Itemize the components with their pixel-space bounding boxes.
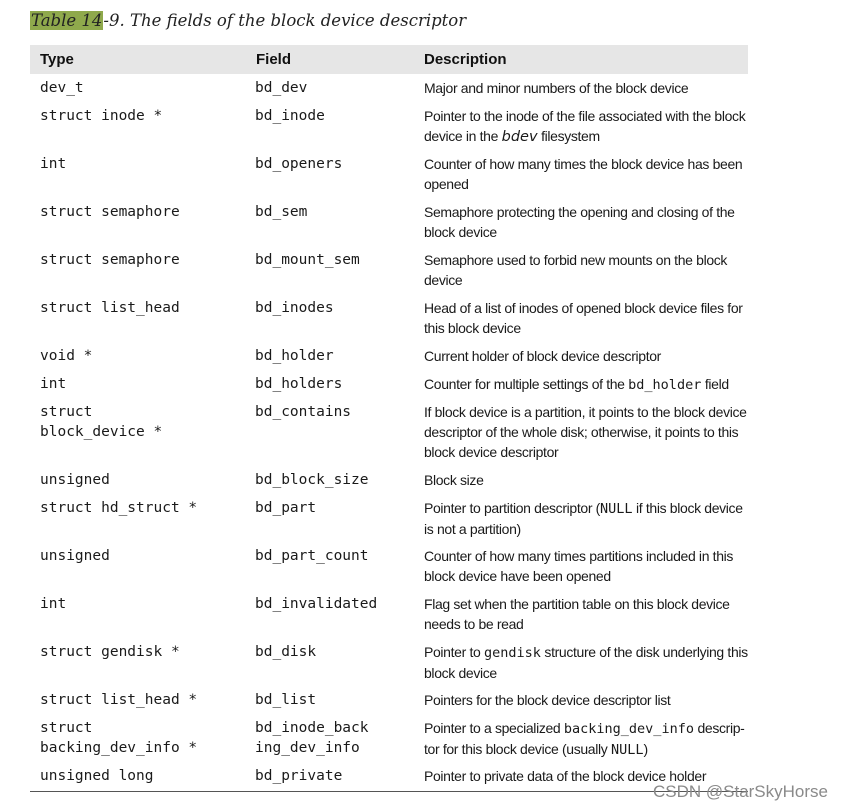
cell-type: unsigned (40, 548, 110, 564)
caption-highlight: Table 14 (31, 11, 103, 30)
description-line: Semaphore protecting the opening and closing of the (424, 204, 735, 220)
description-line: Pointer to a specialized backing_dev_info descrip- (424, 720, 745, 737)
cell-description (424, 402, 754, 462)
cell-type: int (40, 376, 67, 392)
cell-field: bd_inodes (255, 300, 334, 316)
cell-description (424, 298, 754, 338)
cell-field: bd_private (255, 768, 343, 784)
description-line: Counter of how many times the block device has been (424, 156, 743, 172)
cell-description (424, 78, 754, 98)
cell-type: unsigned long (40, 768, 154, 784)
cell-description (424, 594, 754, 634)
inline-code: NULL (610, 742, 644, 758)
cell-type: struct semaphore (40, 252, 180, 268)
cell-type: dev_t (40, 80, 84, 96)
cell-field: bd_inode (255, 108, 325, 124)
description-line: block device (424, 665, 497, 681)
description-line: this block device (424, 320, 521, 336)
cell-description (424, 642, 754, 683)
inline-code: bd_holder (628, 377, 702, 393)
cell-field: bd_list (255, 692, 317, 708)
cell-description (424, 690, 754, 710)
cell-description (424, 546, 754, 586)
description-line: Counter for multiple settings of the bd_holder field (424, 376, 729, 393)
cell-description (424, 470, 754, 490)
cell-type: void * (40, 348, 93, 364)
inline-code: NULL (599, 501, 633, 517)
cell-field: bd_block_size (255, 472, 369, 488)
description-line: Pointer to the inode of the file associated with the block (424, 108, 746, 124)
cell-type: struct inode * (40, 108, 163, 124)
cell-type: struct list_head * (40, 692, 198, 708)
column-header-type: Type (40, 51, 74, 68)
description-line: Head of a list of inodes of opened block device files for (424, 300, 743, 316)
cell-field: bd_openers (255, 156, 343, 172)
description-line: Semaphore used to forbid new mounts on the block (424, 252, 728, 268)
cell-description (424, 154, 754, 194)
description-line: Counter of how many times partitions included in this (424, 548, 734, 564)
cell-field: bd_contains (255, 404, 352, 420)
description-line: Pointer to gendisk structure of the disk underlying this (424, 644, 748, 661)
cell-type: struct block_device * (40, 404, 163, 440)
cell-field: bd_disk (255, 644, 317, 660)
table-header (30, 45, 748, 74)
cell-field: bd_holder (255, 348, 334, 364)
table-bottom-rule (30, 791, 748, 792)
description-line: tor for this block device (usually NULL) (424, 741, 648, 758)
description-line: Pointers for the block device descriptor list (424, 692, 671, 708)
description-line: block device (424, 224, 497, 240)
cell-field: bd_holders (255, 376, 343, 392)
cell-field: bd_part_count (255, 548, 369, 564)
description-line: Pointer to private data of the block device holder (424, 768, 707, 784)
cell-field: bd_mount_sem (255, 252, 360, 268)
cell-type: int (40, 156, 67, 172)
description-line: block device descriptor (424, 444, 559, 460)
cell-type: struct list_head (40, 300, 180, 316)
cell-type: unsigned (40, 472, 110, 488)
inline-code: gendisk (483, 645, 541, 661)
description-line: block device have been opened (424, 568, 611, 584)
description-line: descriptor of the whole disk; otherwise, it points to this (424, 424, 739, 440)
cell-field: bd_dev (255, 80, 308, 96)
description-line: Pointer to partition descriptor (NULL if this block device (424, 500, 743, 517)
cell-description (424, 202, 754, 242)
caption-text: -9. The fields of the block device descriptor (103, 11, 467, 30)
description-line: opened (424, 176, 469, 192)
description-line: needs to be read (424, 616, 524, 632)
cell-description (424, 498, 754, 539)
cell-description (424, 106, 754, 147)
column-header-field: Field (256, 51, 292, 68)
cell-field: bd_sem (255, 204, 308, 220)
cell-field: bd_part (255, 500, 317, 516)
column-header-description: Description (424, 51, 507, 68)
description-line: device in the bdev filesystem (424, 128, 600, 145)
cell-type: int (40, 596, 67, 612)
cell-field: bd_inode_back ing_dev_info (255, 720, 369, 756)
cell-field: bd_invalidated (255, 596, 378, 612)
cell-type: struct semaphore (40, 204, 180, 220)
cell-type: struct backing_dev_info * (40, 720, 198, 756)
cell-description (424, 718, 754, 760)
cell-description (424, 374, 754, 395)
inline-code: backing_dev_info (563, 721, 694, 737)
watermark: CSDN @StarSkyHorse (652, 782, 828, 801)
table-caption (30, 11, 466, 30)
inline-italic: bdev (501, 129, 538, 145)
description-line: Block size (424, 472, 484, 488)
description-line: Flag set when the partition table on this block device (424, 596, 730, 612)
description-line: Current holder of block device descriptor (424, 348, 661, 364)
description-line: If block device is a partition, it points to the block device (424, 404, 747, 420)
description-line: Major and minor numbers of the block device (424, 80, 689, 96)
cell-type: struct hd_struct * (40, 500, 198, 516)
cell-description (424, 346, 754, 366)
description-line: device (424, 272, 463, 288)
cell-type: struct gendisk * (40, 644, 180, 660)
description-line: is not a partition) (424, 521, 521, 537)
cell-description (424, 250, 754, 290)
